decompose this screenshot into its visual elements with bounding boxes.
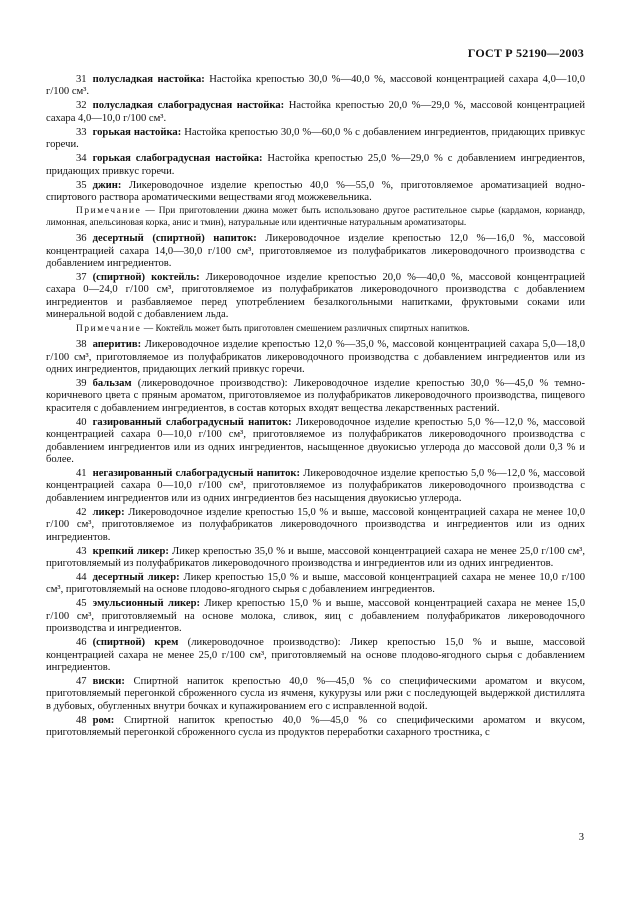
entry-number: 46 — [76, 637, 87, 649]
entry-term: полусладкая настойка: — [92, 74, 205, 85]
definition-entry — [46, 272, 585, 322]
entry-term: десертный ликер: — [92, 571, 180, 583]
entry-term: эмульсионный ликер: — [92, 598, 201, 610]
entry-definition: (ликероводочное производство): Ликероводочное изделие крепостью 30,0 %—45,0 % темно-коричневого цвета с пряным ароматом, приготовляемое из полуфабрикатов ликероводочного производства, пищевого красителя с добавлением ингредиентов, в состав которых входят вещества лекарственных растений. — [46, 377, 585, 414]
entry-definition: Спиртной напиток крепостью 40,0 %—45,0 % со специфическими ароматом и вкусом, приготовляемый перегонкой сброженного сусла из ячменя, кукурузы или ржи с последующей выдержкой дистиллята в дубовых, обугленных внутри бочках и купажированием его с исправленной водой. — [46, 676, 585, 712]
entry-number: 43 — [76, 545, 87, 557]
entry-definition: Ликероводочное изделие крепостью 5,0 %—12,0 %, массовой концентрацией сахара 0—10,0 г/100 см³, приготовляемое из полуфабрикатов ликероводочного производства с добавлением ингредиентов или из одних ингредиентов без насыщения двуокисью углерода. — [46, 467, 585, 504]
entry-definition: Ликер крепостью 35,0 % и выше, массовой концентрацией сахара не менее 25,0 г/100 см³, приготовляемый из полуфабрикатов ликероводочного производства и ингредиентов или из одних ингредиентов. — [46, 545, 585, 569]
entry-term: десертный (спиртной) напиток: — [92, 233, 257, 245]
entry-number: 32 — [76, 100, 87, 112]
entry-definition: Настойка крепостью 30,0 %—60,0 % с добавлением ингредиентов, придающих привкус горечи. — [46, 126, 586, 151]
document-body — [46, 74, 585, 741]
entry-definition: Ликероводочное изделие крепостью 15,0 % и выше, массовой концентрацией сахара не менее 10,0 г/100 см³, приготовляемое из полуфабрикатов ликероводочного производства и ингредиентов или из одних ингредиентов. — [46, 506, 585, 543]
note-label: Примечание — [76, 323, 142, 334]
entry-term: (спиртной) крем — [92, 637, 179, 649]
entry-term: полусладкая слабоградусная настойка: — [92, 100, 285, 112]
entry-term: горькая слабоградусная настойка: — [92, 153, 263, 165]
entry-definition: Ликер крепостью 15,0 % и выше, массовой концентрацией сахара не менее 10,0 г/100 см³, приготовляемый на основе плодово-ягодного сырья с добавлением ингредиентов. — [46, 571, 585, 596]
entry-list-top — [46, 74, 585, 204]
entry-term: джин: — [92, 179, 122, 191]
definition-entry — [46, 233, 585, 270]
entry-number: 42 — [76, 506, 87, 518]
definition-entry — [46, 180, 585, 205]
definition-entry — [46, 676, 585, 713]
entry-term: бальзам — [92, 377, 132, 389]
entry-number: 35 — [76, 179, 87, 191]
definition-entry — [46, 598, 585, 635]
definition-entry — [46, 74, 585, 99]
definition-entry — [46, 153, 585, 178]
entry-list-mid — [46, 233, 585, 321]
entry-definition: Ликероводочное изделие крепостью 20,0 %—40,0 %, массовой концентрацией сахара 0—24,0 г/100 см³, приготовляемое из полуфабрикатов ликероводочного производства с добавлением ингредиентов и разбавляемое перед употреблением безалкогольными напитками, фруктовыми соками или минеральной водой с добавлением льда. — [46, 272, 585, 321]
entry-number: 36 — [76, 233, 87, 245]
definition-entry — [46, 507, 585, 544]
entry-definition: Ликероводочное изделие крепостью 12,0 %—35,0 %, массовой концентрацией сахара 5,0—18,0 г/100 см³, приготовляемое из полуфабрикатов ликероводочного производства с добавлением ингредиентов или из одних ингредиентов, придающих легкий привкус горечи. — [46, 339, 585, 375]
note-label: Примечание — [76, 206, 142, 217]
definition-entry — [46, 339, 585, 376]
entry-number: 47 — [76, 676, 87, 687]
entry-definition: Ликероводочное изделие крепостью 40,0 %—55,0 %, приготовляемое ароматизацией водно-спиртового раствора ароматическими веществами ягод можжевельника. — [46, 179, 585, 204]
entry-definition: Настойка крепостью 20,0 %—29,0 %, массовой концентрацией сахара 4,0—10,0 г/100 см³. — [46, 100, 585, 124]
definition-entry — [46, 417, 585, 467]
entry-number: 39 — [76, 377, 87, 389]
entry-number: 41 — [76, 467, 87, 479]
definition-entry — [46, 546, 585, 571]
entry-number: 37 — [76, 272, 87, 284]
definition-entry — [46, 127, 585, 152]
entry-definition: Настойка крепостью 25,0 %—29,0 % с добавлением ингредиентов, придающих привкус горечи. — [46, 153, 585, 177]
entry-number: 44 — [76, 571, 87, 583]
entry-term: аперитив: — [92, 339, 142, 351]
entry-number: 33 — [76, 126, 87, 138]
entry-term: газированный слабоградусный напиток: — [92, 416, 292, 428]
definition-entry — [46, 468, 585, 505]
entry-definition: (ликероводочное производство): Ликер крепостью 15,0 % и выше, массовой концентрацией сахара не менее 25,0 г/100 см³, приготовляемый на основе плодово-ягодного сырья с добавлением ингредиентов. — [46, 637, 585, 673]
entry-term: ром: — [92, 714, 115, 726]
definition-entry — [46, 378, 585, 415]
note-cocktail — [46, 324, 585, 335]
entry-definition: Настойка крепостью 30,0 %—40,0 %, массовой концентрацией сахара 4,0—10,0 г/100 см³. — [46, 74, 585, 98]
entry-term: ликер: — [92, 506, 125, 518]
entry-list-bottom — [46, 339, 585, 740]
entry-term: негазированный слабоградусный напиток: — [92, 467, 301, 479]
entry-term: крепкий ликер: — [92, 545, 169, 557]
definition-entry — [46, 100, 585, 125]
entry-definition: Спиртной напиток крепостью 40,0 %—45,0 % со специфическими ароматом и вкусом, приготовляемый перегонкой сброженного сусла из продуктов переработки сахарного тростника, с — [46, 714, 585, 739]
entry-number: 34 — [76, 153, 87, 165]
document-header: ГОСТ Р 52190—2003 — [467, 46, 584, 60]
page-number: 3 — [578, 832, 584, 843]
entry-number: 31 — [76, 74, 87, 85]
entry-term: (спиртной) коктейль: — [92, 272, 200, 284]
note-gin — [46, 206, 585, 229]
entry-term: виски: — [92, 676, 125, 687]
entry-number: 38 — [76, 339, 87, 351]
entry-definition: Ликер крепостью 15,0 % и выше, массовой концентрацией сахара не менее 15,0 г/100 см³, приготовляемый на основе молока, сливок, яиц с добавлением полуфабрикатов ликероводочного производства и ингредиентов. — [46, 598, 585, 635]
definition-entry — [46, 715, 585, 740]
definition-entry — [46, 572, 585, 597]
entry-term: горькая настойка: — [92, 126, 182, 138]
entry-number: 45 — [76, 598, 87, 610]
note-text: — При приготовлении джина может быть использовано другое растительное сырье (кардамон, кориандр, лимонная, апельсиновая корка, анис и тмин), натуральные или идентичные натуральным ароматизаторы. — [46, 206, 585, 228]
definition-entry — [46, 637, 585, 674]
entry-number: 48 — [76, 714, 87, 726]
entry-number: 40 — [76, 416, 87, 428]
note-text: — Коктейль может быть приготовлен смешением различных спиртных напитков. — [141, 323, 470, 334]
entry-definition: Ликероводочное изделие крепостью 5,0 %—12,0 %, массовой концентрацией сахара 0—10,0 г/100 см³, приготовляемое из полуфабрикатов ликероводочного производства с добавлением ингредиентов или из одних ингредиентов, насыщенное двуокисью углерода до массовой доли 0,3 % и более. — [46, 416, 585, 465]
entry-definition: Ликероводочное изделие крепостью 12,0 %—16,0 %, массовой концентрацией сахара 14,0—30,0 г/100 см³, приготовляемое из полуфабрикатов ликероводочного производства с добавлением ингредиентов. — [46, 233, 586, 270]
